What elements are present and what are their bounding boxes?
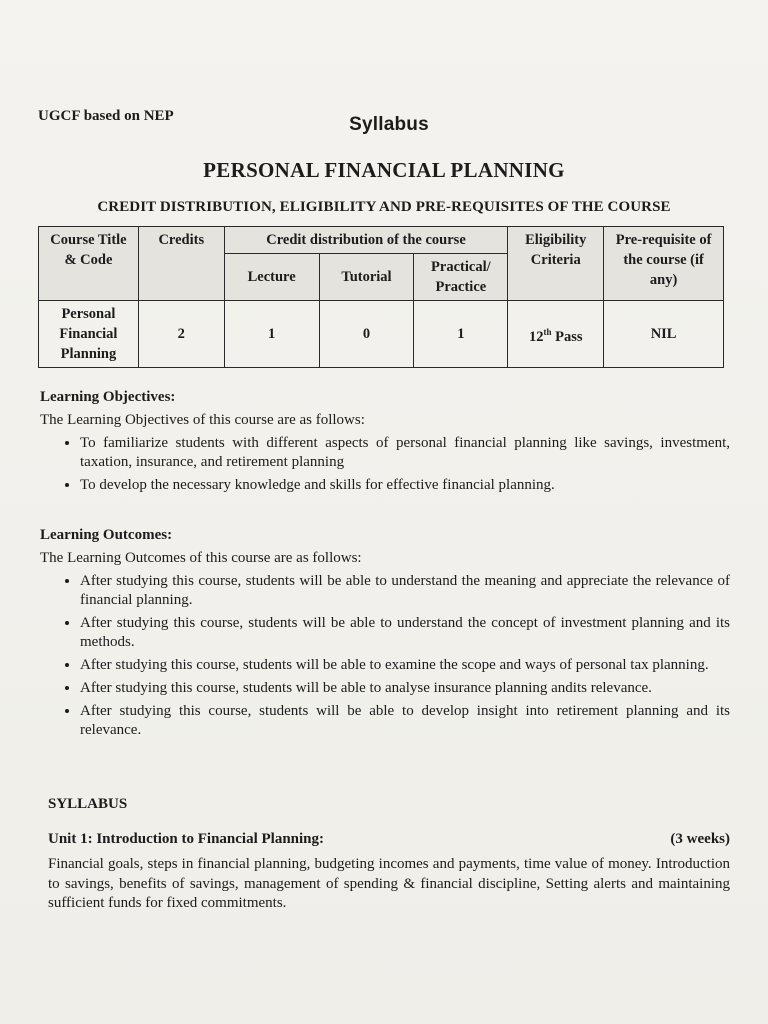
unit-1-header (48, 831, 730, 848)
unit-1-duration: (3 weeks) (670, 831, 730, 847)
list-item: • To familiarize students with different aspects of personal financial planning like savings, investment, taxation, insurance, and retirement planning (80, 434, 730, 472)
header-credit-distribution: Credit distribution of the course (224, 227, 508, 254)
list-item: • After studying this course, students will be able to examine the scope and ways of personal tax planning. (80, 656, 730, 675)
list-item: • After studying this course, students will be able to understand the concept of investment planning and its methods. (80, 614, 730, 652)
learning-outcomes-heading: Learning Outcomes: (40, 527, 173, 543)
header-tutorial: Tutorial (319, 254, 414, 301)
credit-distribution-heading: CREDIT DISTRIBUTION, ELIGIBILITY AND PRE-REQUISITES OF THE COURSE (97, 199, 671, 215)
header-lecture: Lecture (224, 254, 319, 301)
eligibility-pass: Pass (551, 328, 583, 345)
header-credits: Credits (138, 227, 224, 301)
cell-lecture: 1 (224, 301, 319, 368)
learning-objectives-intro: The Learning Objectives of this course are as follows: (40, 412, 365, 428)
cell-credits: 2 (138, 301, 224, 368)
header-course-title-code: Course Title & Code (39, 227, 139, 301)
learning-outcomes-list (40, 572, 730, 740)
cell-practical: 1 (414, 301, 508, 368)
list-item: • After studying this course, students will be able to develop insight into retirement planning and its relevance. (80, 702, 730, 740)
learning-objectives-list (40, 434, 730, 495)
syllabus-heading: SYLLABUS (48, 796, 128, 812)
list-item: • To develop the necessary knowledge and skills for effective financial planning. (80, 476, 730, 495)
list-item: • After studying this course, students will be able to understand the meaning and appreciate the relevance of financial planning. (80, 572, 730, 610)
unit-1-body: Financial goals, steps in financial planning, budgeting incomes and payments, time value of money. Introduction to savings, benefits of savings, management of spending & financial discipline, Setting alerts and maintaining sufficient funds for fixed commitments. (48, 856, 730, 911)
learning-objectives-heading: Learning Objectives: (40, 389, 176, 405)
cell-tutorial: 0 (319, 301, 414, 368)
table-row (39, 301, 724, 368)
course-title: PERSONAL FINANCIAL PLANNING (203, 158, 565, 182)
eligibility-superscript: th (543, 326, 552, 337)
cell-prerequisite: NIL (604, 301, 724, 368)
unit-1-title: Unit 1: Introduction to Financial Planning: (48, 831, 325, 847)
credit-distribution-table (38, 226, 724, 368)
header-prerequisite: Pre-requisite of the course (if any) (604, 227, 724, 301)
learning-objectives-section (40, 388, 730, 499)
header-practical: Practical/ Practice (414, 254, 508, 301)
cell-eligibility (508, 301, 604, 368)
syllabus-title: Syllabus (349, 114, 429, 135)
ugcf-label: UGCF based on NEP (38, 108, 174, 124)
list-item: • After studying this course, students will be able to analyse insurance planning andits relevance. (80, 679, 730, 698)
learning-outcomes-intro: The Learning Outcomes of this course are as follows: (40, 550, 362, 566)
eligibility-grade: 12 (528, 328, 544, 345)
learning-outcomes-section (40, 526, 730, 744)
header-eligibility: Eligibility Criteria (508, 227, 604, 301)
cell-course: Personal Financial Planning (39, 301, 139, 368)
table-header-row (39, 227, 724, 254)
